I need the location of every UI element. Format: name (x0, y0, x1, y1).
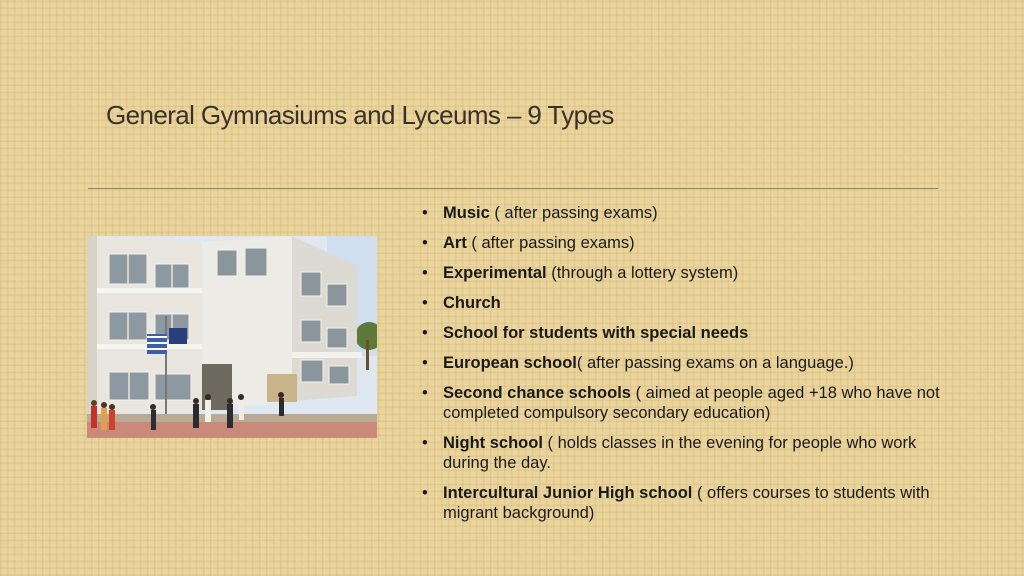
item-term: Intercultural Junior High school (443, 484, 693, 502)
list-item (422, 293, 962, 313)
list-item (422, 353, 962, 373)
item-detail: ( offers courses to students with migrant background) (443, 484, 930, 522)
list-item (422, 383, 962, 423)
bullet-icon: • (422, 294, 428, 312)
list-item (422, 323, 962, 343)
list-item (422, 483, 962, 523)
bullet-icon: • (422, 324, 428, 342)
slide-title: General Gymnasiums and Lyceums – 9 Types (106, 100, 614, 130)
item-term: Night school (443, 434, 543, 452)
list-item (422, 433, 962, 473)
bullet-icon: • (422, 204, 428, 222)
bullet-icon: • (422, 434, 428, 452)
list-item (422, 203, 962, 223)
list-item (422, 263, 962, 283)
item-detail: ( after passing exams on a language.) (576, 354, 854, 372)
item-term: School for students with special needs (443, 324, 749, 342)
school-building-photo (87, 236, 377, 438)
item-term: Second chance schools (443, 384, 631, 402)
item-term: Experimental (443, 264, 547, 282)
bullet-icon: • (422, 484, 428, 502)
school-types-list (422, 203, 962, 533)
item-term: Church (443, 294, 501, 312)
item-term: European school (443, 354, 577, 372)
item-term: Music (443, 204, 490, 222)
list-item (422, 233, 962, 253)
item-detail: ( after passing exams) (489, 204, 658, 222)
item-detail: ( after passing exams) (466, 234, 635, 252)
bullet-icon: • (422, 234, 428, 252)
item-term: Art (443, 234, 467, 252)
bullet-icon: • (422, 264, 428, 282)
item-detail: ( holds classes in the evening for people who work during the day. (443, 434, 917, 472)
title-divider (88, 188, 938, 189)
bullet-icon: • (422, 384, 428, 402)
item-detail: (through a lottery system) (546, 264, 739, 282)
item-detail: ( aimed at people aged +18 who have not completed compulsory secondary education) (443, 384, 940, 422)
bullet-icon: • (422, 354, 428, 372)
